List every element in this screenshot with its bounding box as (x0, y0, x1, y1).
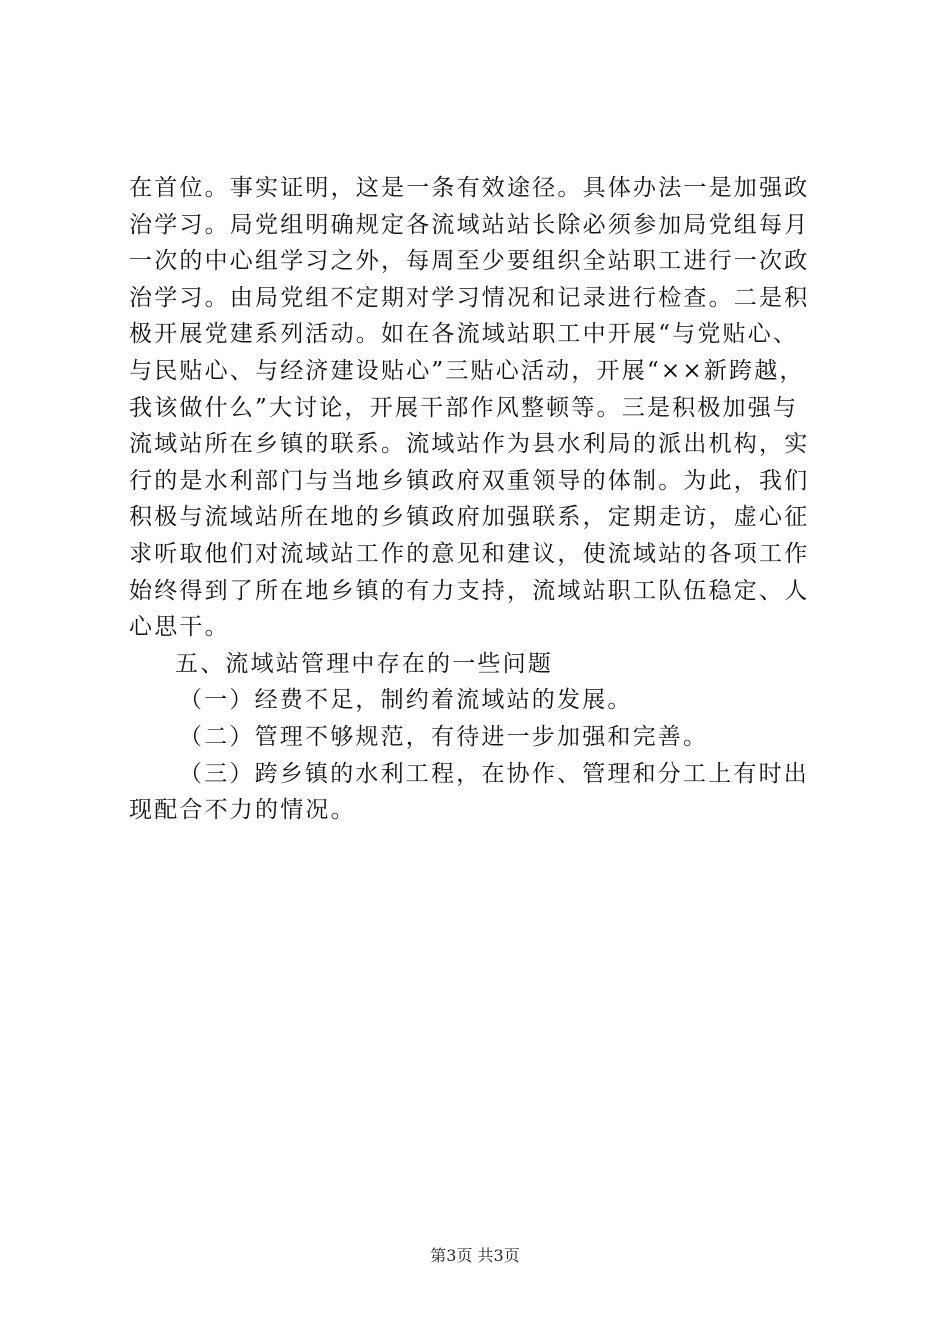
body-text-line: 行的是水利部门与当地乡镇政府双重领导的体制。为此，我们 (129, 467, 810, 494)
body-text-line: 在首位。事实证明，这是一条有效途径。具体办法一是加强政 (129, 175, 810, 201)
body-text-line: 求听取他们对流域站工作的意见和建议，使流域站的各项工作 (129, 540, 810, 567)
body-text-line: 始终得到了所在地乡镇的有力支持，流域站职工队伍稳定、人 (129, 577, 810, 604)
body-text-line: 治学习。局党组明确规定各流域站站长除必须参加局党组每月 (129, 211, 810, 238)
list-item: （三）跨乡镇的水利工程，在协作、管理和分工上有时出 (179, 760, 809, 787)
list-item: （一）经费不足，制约着流域站的发展。 (179, 687, 633, 714)
page-number-footer: 第3页 共3页 (430, 1246, 520, 1265)
body-text-line: 流域站所在乡镇的联系。流域站作为县水利局的派出机构，实 (129, 431, 810, 458)
body-text-line: 极开展党建系列活动。如在各流域站职工中开展“与党贴心、 (129, 321, 799, 348)
body-text-line: 一次的中心组学习之外，每周至少要组织全站职工进行一次政 (129, 248, 810, 275)
list-item: （二）管理不够规范，有待进一步加强和完善。 (179, 723, 709, 750)
body-text-line: 我该做什么”大讨论，开展干部作风整顿等。三是积极加强与 (129, 394, 799, 421)
document-body (129, 170, 839, 829)
body-text-line: 治学习。由局党组不定期对学习情况和记录进行检查。二是积 (129, 284, 810, 311)
list-item-continuation: 现配合不力的情况。 (129, 797, 356, 824)
body-text-line: 心思干。 (129, 614, 230, 641)
body-text-line: 积极与流域站所在地的乡镇政府加强联系，定期走访，虚心征 (129, 504, 810, 531)
body-text-line: 与民贴心、与经济建设贴心”三贴心活动，开展“××新跨越， (129, 357, 805, 384)
section-heading: 五、流域站管理中存在的一些问题 (175, 650, 553, 677)
